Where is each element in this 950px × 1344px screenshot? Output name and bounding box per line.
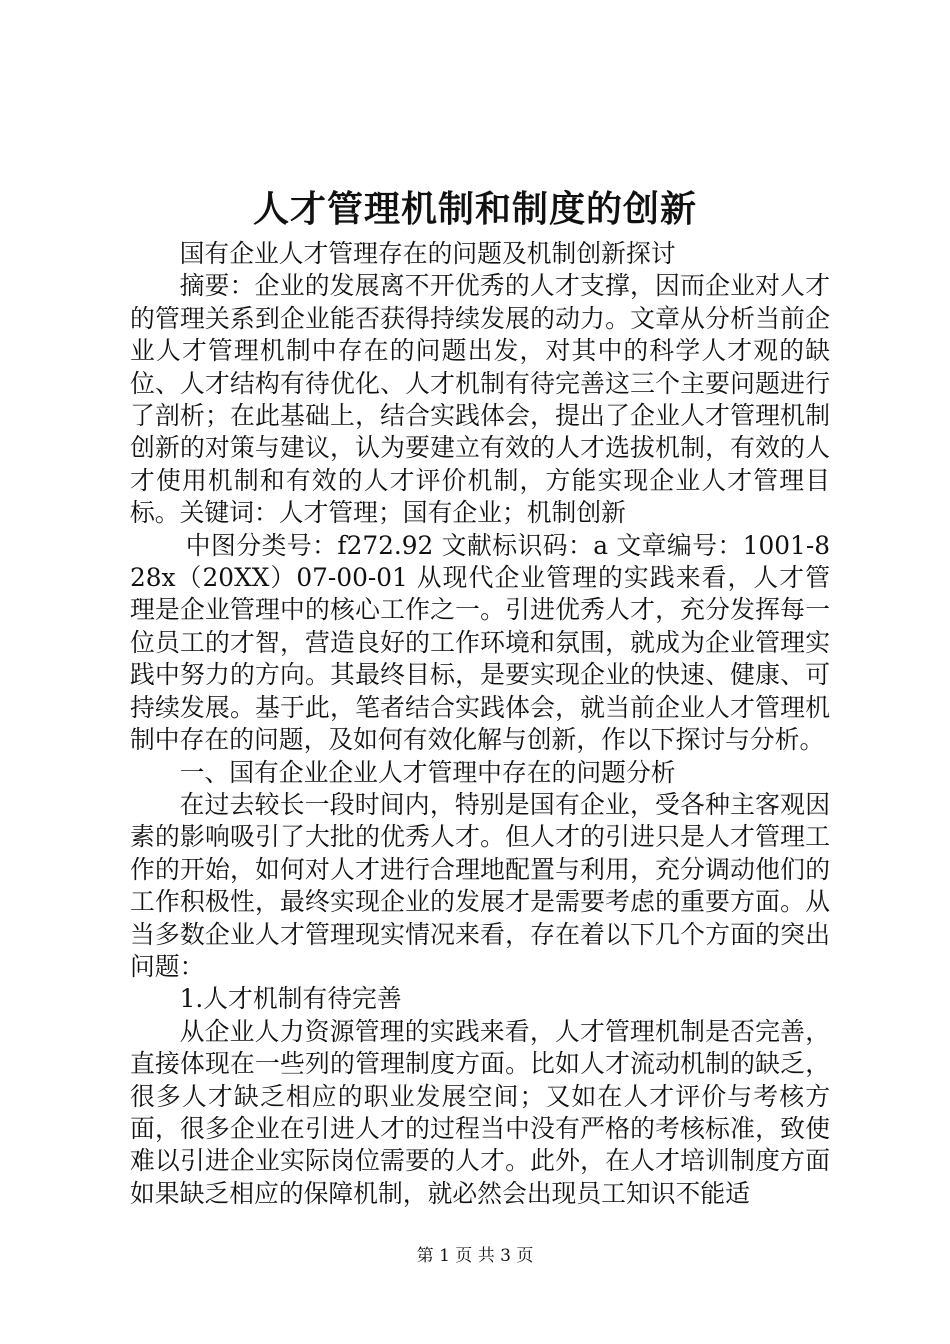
document-body (130, 238, 830, 1210)
page-number-footer: 第 1 页 共 3 页 (416, 1246, 534, 1266)
subtitle-paragraph: 国有企业人才管理存在的问题及机制创新探讨 (179, 239, 676, 268)
section-heading: 一、国有企业企业人才管理中存在的问题分析 (179, 757, 676, 787)
subsection-heading: 1.人才机制有待完善 (179, 984, 402, 1014)
classification-paragraph: 中图分类号：f272.92 文献标识码：a 文章编号：1001-828x（20XX）07-00-01 从现代企业管理的实践来看，人才管理是企业管理中的核心工作之一。引进优秀人才，充分发挥每一位员工的才智，营造良好的工作环境和氛围，就成为企业管理实践中努力的方向。其最终目标，是要实现企业的快速、健康、可持续发展。基于此，笔者结合实践体会，就当前企业人才管理机制中存在的问题，及如何有效化解与创新，作以下探讨与分析。 (130, 530, 830, 755)
abstract-paragraph: 摘要：企业的发展离不开优秀的人才支撑，因而企业对人才的管理关系到企业能否获得持续发展的动力。文章从分析当前企业人才管理机制中存在的问题出发，对其中的科学人才观的缺位、人才结构有待优化、人才机制有待完善这三个主要问题进行了剖析；在此基础上，结合实践体会，提出了企业人才管理机制创新的对策与建议，认为要建立有效的人才选拔机制，有效的人才使用机制和有效的人才评价机制，方能实现企业人才管理目标。关键词：人才管理；国有企业；机制创新 (130, 271, 830, 528)
body-paragraph: 从企业人力资源管理的实践来看，人才管理机制是否完善，直接体现在一些列的管理制度方面。比如人才流动机制的缺乏，很多人才缺乏相应的职业发展空间；又如在人才评价与考核方面，很多企业在引进人才的过程当中没有严格的考核标准，致使难以引进企业实际岗位需要的人才。此外，在人才培训制度方面如果缺乏相应的保障机制，就必然会出现员工知识不能适 (130, 1016, 830, 1208)
document-title: 人才管理机制和制度的创新 (252, 188, 697, 230)
body-paragraph: 在过去较长一段时间内，特别是国有企业，受各种主客观因素的影响吸引了大批的优秀人才。但人才的引进只是人才管理工作的开始，如何对人才进行合理地配置与利用，充分调动他们的工作积极性，最终实现企业的发展才是需要考虑的重要方面。从当多数企业人才管理现实情况来看，存在着以下几个方面的突出问题： (130, 789, 830, 981)
